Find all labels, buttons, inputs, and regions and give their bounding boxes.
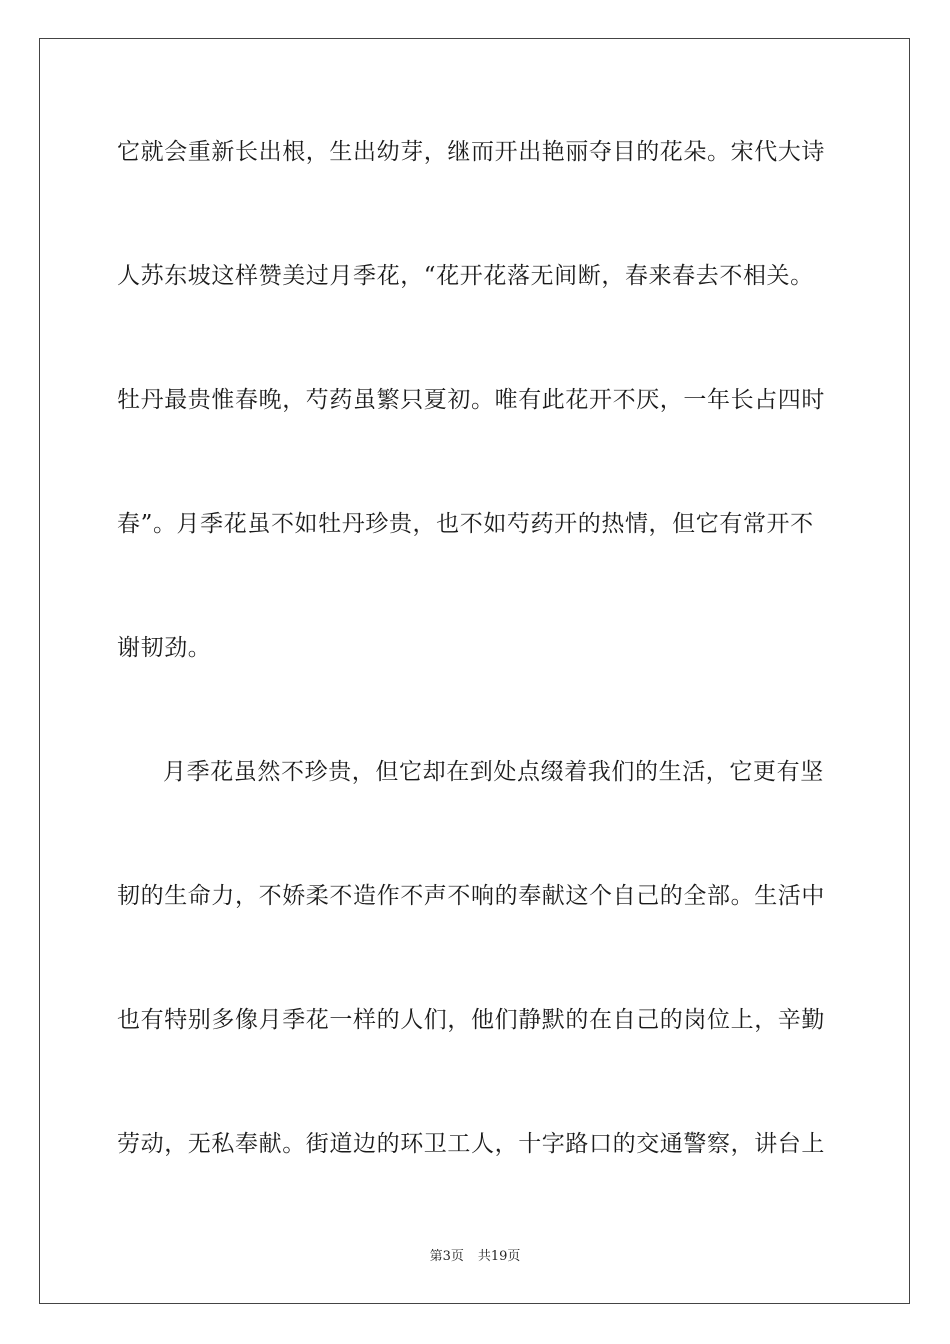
page-total: 共19页 — [477, 1249, 521, 1264]
text-line-4: 春”。月季花虽不如牡丹珍贵，也不如芍药开的热情，但它有常开不 — [117, 511, 814, 537]
page-footer — [0, 1248, 950, 1266]
text-line-1: 它就会重新长出根，生出幼芽，继而开出艳丽夺目的花朵。宋代大诗 — [117, 139, 825, 165]
text-line-5: 谢韧劲。 — [117, 635, 212, 661]
text-line-3: 牡丹最贵惟春晚，芍药虽繁只夏初。唯有此花开不厌，一年长占四时 — [117, 387, 825, 413]
text-line-7: 韧的生命力，不娇柔不造作不声不响的奉献这个自己的全部。生活中 — [117, 883, 825, 909]
page-number: 第3页 — [429, 1249, 464, 1264]
text-line-2: 人苏东坡这样赞美过月季花，“花开花落无间断，春来春去不相关。 — [117, 263, 814, 289]
text-line-8: 也有特别多像月季花一样的人们，他们静默的在自己的岗位上，辛勤 — [117, 1007, 825, 1033]
page-border — [39, 38, 910, 1304]
text-line-9: 劳动，无私奉献。街道边的环卫工人，十字路口的交通警察，讲台上 — [117, 1131, 825, 1157]
text-line-6: 月季花虽然不珍贵，但它却在到处点缀着我们的生活，它更有坚 — [163, 759, 824, 785]
